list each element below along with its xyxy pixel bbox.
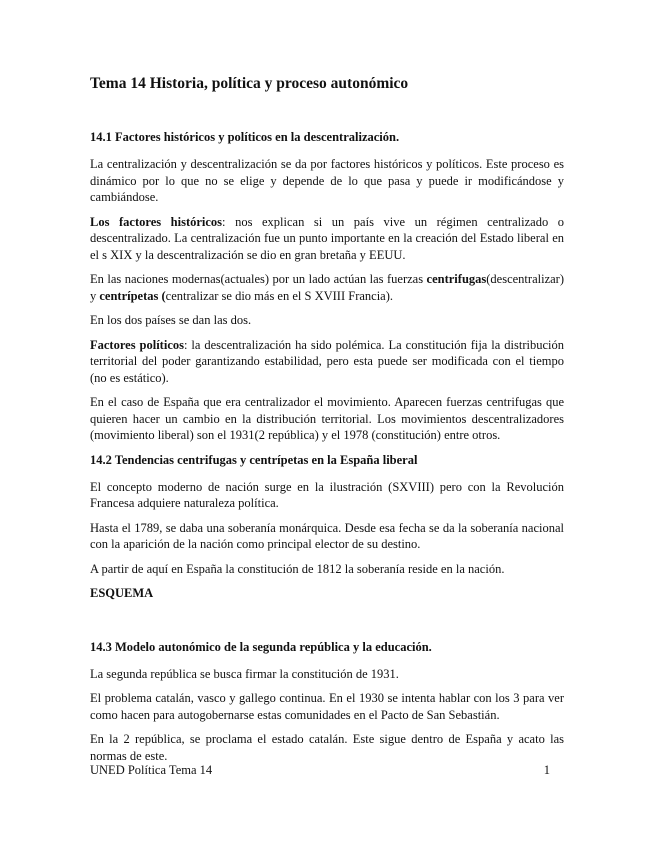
section-2-paragraph-1: El concepto moderno de nación surge en la ilustración (SXVIII) pero con la Revolución Francesa adquiere naturaleza política.	[90, 479, 564, 510]
bold-term: Los factores históricos	[90, 214, 223, 229]
page-footer	[90, 763, 550, 778]
section-3-heading: 14.3 Modelo autonómico de la segunda república y la educación.	[90, 639, 432, 654]
section-1-paragraph-5: Factores políticos: la descentralización ha sido polémica. La constitución fija la distribución territorial del poder garantizando estabilidad, pero esta puede ser modificada con el tiempo (no es estático).	[90, 337, 564, 385]
section-3-paragraph-2: El problema catalán, vasco y gallego continua. En el 1930 se intenta hablar con los 3 para ver como hacen para autogobernarse estas comunidades en el Pacto de San Sebastián.	[90, 691, 564, 722]
section-1-paragraph-4: En los dos países se dan las dos.	[90, 313, 252, 327]
bold-term: Factores políticos	[90, 337, 184, 352]
section-1-paragraph-2: Los factores históricos: nos explican si un país vive un régimen centralizado o descentralizado. La centralización fue un punto importante en la creación del Estado liberal en el s XIX y la descentralización se dio en gran bretaña y EEUU.	[90, 214, 564, 262]
section-2-paragraph-2: Hasta el 1789, se daba una soberanía monárquica. Desde esa fecha se da la soberanía nacional con la aparición de la nación como principal elector de su destino.	[90, 520, 564, 551]
section-1-heading: 14.1 Factores históricos y políticos en la descentralización.	[90, 130, 400, 144]
section-2-esquema: ESQUEMA	[90, 586, 154, 600]
section-1-paragraph-3: En las naciones modernas(actuales) por un lado actúan las fuerzas centrifugas(descentralizar) y centrípetas (centralizar se dio más en el S XVIII Francia).	[90, 272, 564, 303]
section-2-paragraph-3: A partir de aquí en España la constitución de 1812 la soberanía reside en la nación.	[90, 561, 505, 576]
section-3-paragraph-1: La segunda república se busca firmar la constitución de 1931.	[90, 666, 399, 681]
bold-term: centrípetas (	[99, 288, 166, 303]
section-1-paragraph-6: En el caso de España que era centralizador el movimiento. Aparecen fuerzas centrifugas que quieren hacer un cambio en la distribución territorial. Los movimientos descentralizadores (movimiento liberal) son el 1931(2 república) y el 1978 (constitución) entre otros.	[90, 395, 564, 442]
document-title: Tema 14 Historia, política y proceso autonómico	[90, 75, 409, 92]
page-number: 1	[543, 763, 550, 777]
bold-term: centrifugas	[426, 272, 487, 286]
section-3-paragraph-3: En la 2 república, se proclama el estado catalán. Este sigue dentro de España y acato las normas de este.	[90, 732, 564, 763]
section-1-paragraph-1: La centralización y descentralización se da por factores históricos y políticos. Este proceso es dinámico por lo que no se elige y depende de lo que pasa y puede ir modificándose y cambiándose.	[90, 157, 564, 204]
footer-label: UNED Política Tema 14	[90, 763, 213, 777]
section-2-heading: 14.2 Tendencias centrifugas y centrípetas en la España liberal	[90, 452, 418, 467]
document-body	[90, 129, 564, 772]
